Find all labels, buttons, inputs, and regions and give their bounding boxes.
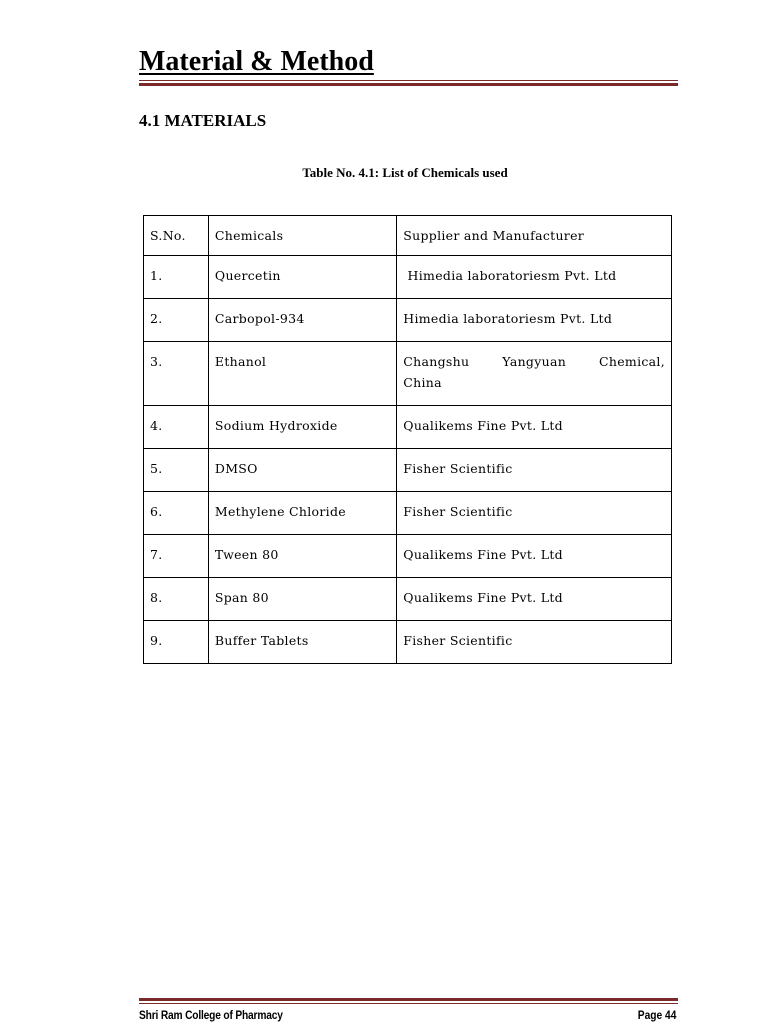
cell-sno: 6.: [144, 492, 209, 535]
table-row: [144, 578, 672, 621]
cell-sno: 5.: [144, 449, 209, 492]
footer-college-name: Shri Ram College of Pharmacy: [139, 1008, 283, 1022]
cell-supplier: Himedia laboratoriesm Pvt. Ltd: [397, 299, 672, 342]
footer-divider-thick: [139, 998, 678, 1001]
table-row: [144, 449, 672, 492]
cell-chemical: Ethanol: [208, 342, 396, 406]
cell-supplier: Qualikems Fine Pvt. Ltd: [397, 578, 672, 621]
footer-divider-thin: [139, 1003, 678, 1004]
cell-chemical: Carbopol-934: [208, 299, 396, 342]
table-row: [144, 342, 672, 406]
cell-supplier: [397, 342, 672, 406]
cell-chemical: Span 80: [208, 578, 396, 621]
table-caption: Table No. 4.1: List of Chemicals used: [302, 165, 508, 180]
cell-chemical: Methylene Chloride: [208, 492, 396, 535]
table-row: [144, 256, 672, 299]
footer-divider: [139, 998, 678, 1004]
cell-sno: 2.: [144, 299, 209, 342]
cell-sno: 9.: [144, 621, 209, 664]
section-heading: 4.1 MATERIALS: [139, 111, 267, 130]
cell-supplier: Fisher Scientific: [397, 621, 672, 664]
cell-chemical: Sodium Hydroxide: [208, 406, 396, 449]
cell-chemical: Buffer Tablets: [208, 621, 396, 664]
table-row: [144, 535, 672, 578]
column-header-chemicals: Chemicals: [208, 216, 396, 256]
table-row: [144, 621, 672, 664]
cell-sno: 1.: [144, 256, 209, 299]
supplier-line-1: [403, 351, 665, 372]
table-header-row: [144, 216, 672, 256]
column-header-supplier: Supplier and Manufacturer: [397, 216, 672, 256]
cell-chemical: DMSO: [208, 449, 396, 492]
cell-sno: 4.: [144, 406, 209, 449]
chemicals-table: [143, 215, 672, 664]
header-divider: [139, 80, 678, 86]
supplier-word: Changshu: [403, 354, 470, 369]
table-row: [144, 299, 672, 342]
cell-chemical: Quercetin: [208, 256, 396, 299]
column-header-sno: S.No.: [144, 216, 209, 256]
page-title: Material & Method: [139, 46, 374, 77]
cell-supplier: Qualikems Fine Pvt. Ltd: [397, 535, 672, 578]
cell-supplier: Himedia laboratoriesm Pvt. Ltd: [397, 256, 672, 299]
cell-sno: 3.: [144, 342, 209, 406]
supplier-word: Chemical,: [599, 354, 665, 369]
cell-supplier: Qualikems Fine Pvt. Ltd: [397, 406, 672, 449]
footer-page-number: Page 44: [637, 1008, 676, 1022]
supplier-word: Yangyuan: [502, 354, 567, 369]
cell-sno: 8.: [144, 578, 209, 621]
supplier-line-2: China: [403, 375, 442, 390]
cell-chemical: Tween 80: [208, 535, 396, 578]
cell-supplier: Fisher Scientific: [397, 449, 672, 492]
header-divider-thin: [139, 80, 678, 81]
cell-supplier: Fisher Scientific: [397, 492, 672, 535]
table-row: [144, 406, 672, 449]
cell-sno: 7.: [144, 535, 209, 578]
header-divider-thick: [139, 83, 678, 86]
table-row: [144, 492, 672, 535]
